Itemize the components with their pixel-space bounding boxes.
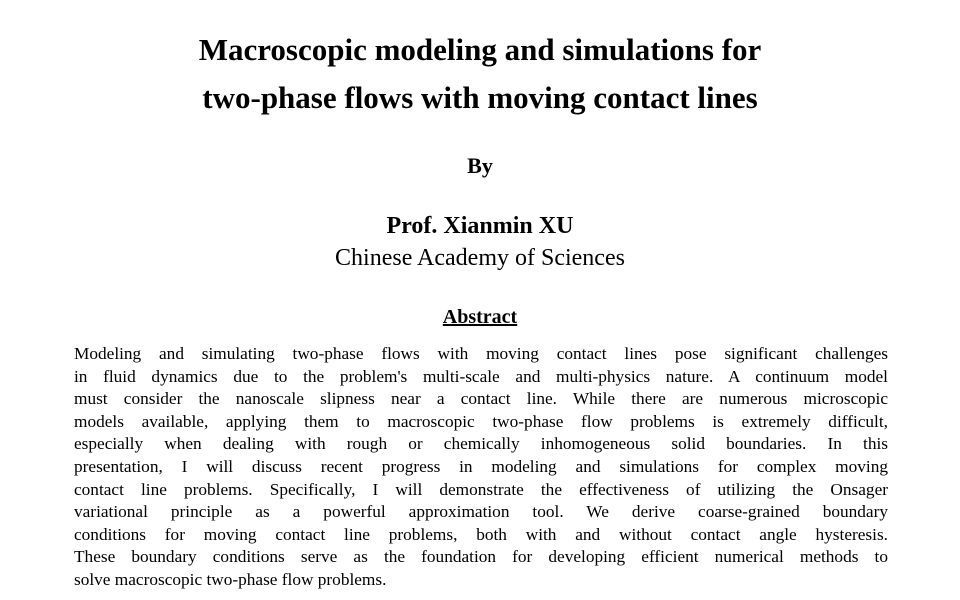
abstract-line: in fluid dynamics due to the problem's multi-scale and multi-physics nature. A continuum model [74, 366, 888, 386]
abstract-line: conditions for moving contact line problems, both with and without contact angle hysteresis. [74, 524, 888, 544]
abstract-line: must consider the nanoscale slipness near a contact line. While there are numerous microscopic [74, 389, 888, 409]
abstract-line: especially when dealing with rough or chemically inhomogeneous solid boundaries. In this [74, 434, 888, 454]
title-line-2: two-phase flows with moving contact lines [202, 80, 758, 115]
author-name: Prof. Xianmin XU [386, 213, 574, 239]
abstract-line: variational principle as a powerful approximation tool. We derive coarse-grained boundary [74, 502, 888, 522]
abstract-line: presentation, I will discuss recent progress in modeling and simulations for complex moving [74, 456, 888, 476]
abstract-line: These boundary conditions serve as the foundation for developing efficient numerical methods to [74, 547, 888, 567]
title-line-1: Macroscopic modeling and simulations for [198, 32, 762, 67]
abstract-line: Modeling and simulating two-phase flows with moving contact lines pose significant challenges [74, 344, 888, 363]
abstract-body [74, 343, 888, 592]
author-affiliation: Chinese Academy of Sciences [335, 245, 625, 271]
abstract-line: solve macroscopic two-phase flow problems. [74, 569, 387, 589]
abstract-line: models available, applying them to macroscopic two-phase flow problems is extremely difficult, [74, 411, 888, 431]
abstract-line: contact line problems. Specifically, I will demonstrate the effectiveness of utilizing the Onsager [74, 479, 888, 499]
abstract-heading: Abstract [442, 306, 518, 328]
by-label: By [467, 153, 493, 178]
